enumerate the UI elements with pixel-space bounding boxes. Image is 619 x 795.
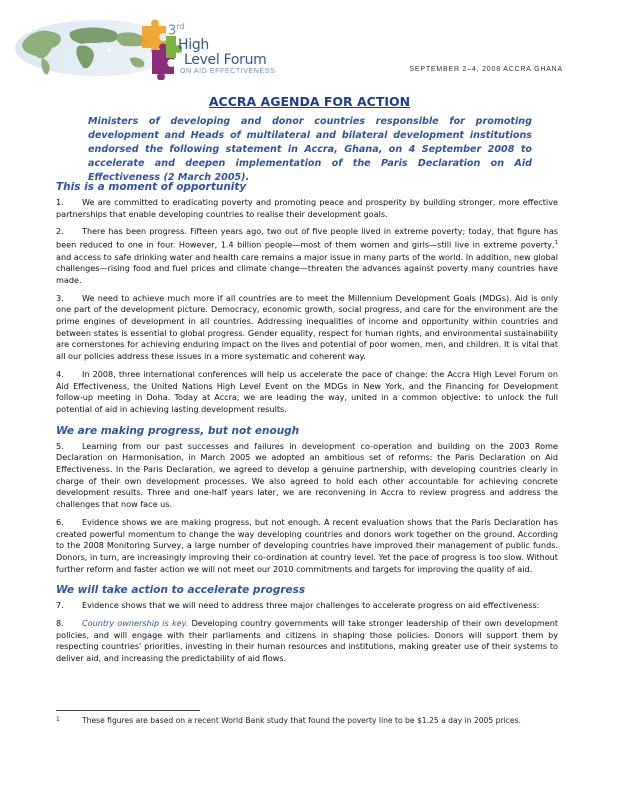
logo-line-level-forum: Level Forum (184, 52, 267, 68)
paragraph-8: 8. Country ownership is key. Developing country governments will take stronger leadership of their own development policies, and will engage with their parliaments and citizens in shaping those policies. Donors will support them by respecting countries' priorities, investing in their human resources and institutions, making greater use of their systems to deliver aid, and increasing the predictability of aid flows. (56, 618, 558, 664)
section-moment-of-opportunity (56, 180, 558, 416)
section-heading: We are making progress, but not enough (56, 424, 300, 437)
world-map-logo-icon (12, 16, 182, 80)
logo-line-high: High (178, 37, 209, 53)
footnote: 1 These figures are based on a recent World Bank study that found the poverty line to be $1.25 a day in 2005 prices. (56, 716, 521, 725)
paragraph-1: 1. We are committed to eradicating poverty and promoting peace and prosperity by building stronger, more effective partnerships that enable developing countries to realise their development goals. (56, 197, 558, 219)
logo-line-aid-effectiveness: ON AID EFFECTIVENESS (180, 68, 276, 75)
section-take-action (56, 583, 558, 665)
document-body (56, 180, 558, 671)
section-heading: We will take action to accelerate progress (56, 584, 306, 597)
paragraph-7: 7. Evidence shows that we will need to address three major challenges to accelerate progress on aid effectiveness: (56, 600, 540, 611)
page-header (0, 0, 619, 90)
paragraph-3: 3. We need to achieve much more if all countries are to meet the Millennium Development Goals (MDGs). Aid is only one part of the development picture. Democracy, economic growth, social progress, and care for the environment are the prime engines of development in all countries. Addressing inequalities of income and opportunity within countries and between states is essential to global progress. Gender equality, respect for human rights, and environmental sustainability are cornerstones for achieving enduring impact on the lives and potential of poor women, men, and children. It is vital that all our policies address these issues in a more systematic and coherent way. (56, 292, 558, 362)
logo-ordinal: 3rd (168, 22, 185, 39)
paragraph-6: 6. Evidence shows we are making progress, but not enough. A recent evaluation shows that the Paris Declaration has created powerful momentum to change the way developing countries and donors work together on the ground. According to the 2008 Monitoring Survey, a large number of developing countries have improved their management of public funds. Donors, in turn, are increasingly improving their co-ordination at country level. Yet the pace of progress is too slow. Without further reform and faster action we will not meet our 2010 commitments and targets for improving the quality of aid. (56, 516, 558, 574)
paragraph-4: 4. In 2008, three international conferences will help us accelerate the pace of change: the Accra High Level Forum on Aid Effectiveness, the United Nations High Level Event on the MDGs in New York, and the Financing for Development follow-up meeting in Doha. Today at Accra, we are leading the way, united in a common objective: to unlock the full potential of aid in achieving lasting development results. (56, 368, 558, 414)
footnote-reference: 1 (554, 240, 558, 247)
footnote-divider (56, 710, 200, 711)
paragraph-lead-phrase: Country ownership is key. (82, 618, 189, 629)
paragraph-2: 2. There has been progress. Fifteen years ago, two out of five people lived in extreme poverty; today, that figure has been reduced to one in four. However, 1.4 billion people—most of them women and girls—still live in extreme poverty,$^1$ and access to safe drinking water and health care remains a major issue in many parts of the world. In addition, new global challenges—rising food and fuel prices and climate change—threaten the advances against poverty many countries have made. (56, 226, 558, 285)
paragraph-5: 5. Learning from our past successes and failures in development co-operation and building on the 2003 Rome Declaration on Harmonisation, in March 2005 we adopted an ambitious set of reforms: the Paris Declaration on Aid Effectiveness. In the Paris Declaration, we agreed to develop a genuine partnership, with developing countries clearly in charge of their own development processes. We also agreed to hold each other accountable for achieving concrete development results. Three and one-half years later, we are reconvening in Accra to review progress and address the challenges that now face us. (56, 440, 558, 510)
intro-statement: Ministers of developing and donor countries responsible for promoting development and Heads of multilateral and bilateral development institutions endorsed the following statement in Accra, Ghana, on 4 September 2008 to accelerate and deepen implementation of the Paris Declaration on Aid Effectiveness (2 March 2005). (88, 116, 532, 183)
document-title: ACCRA AGENDA FOR ACTION (208, 94, 411, 109)
section-heading: This is a moment of opportunity (56, 181, 247, 193)
date-location-line: SEPTEMBER 2–4, 2008 ACCRA GHANA (409, 66, 563, 73)
section-making-progress (56, 424, 558, 576)
